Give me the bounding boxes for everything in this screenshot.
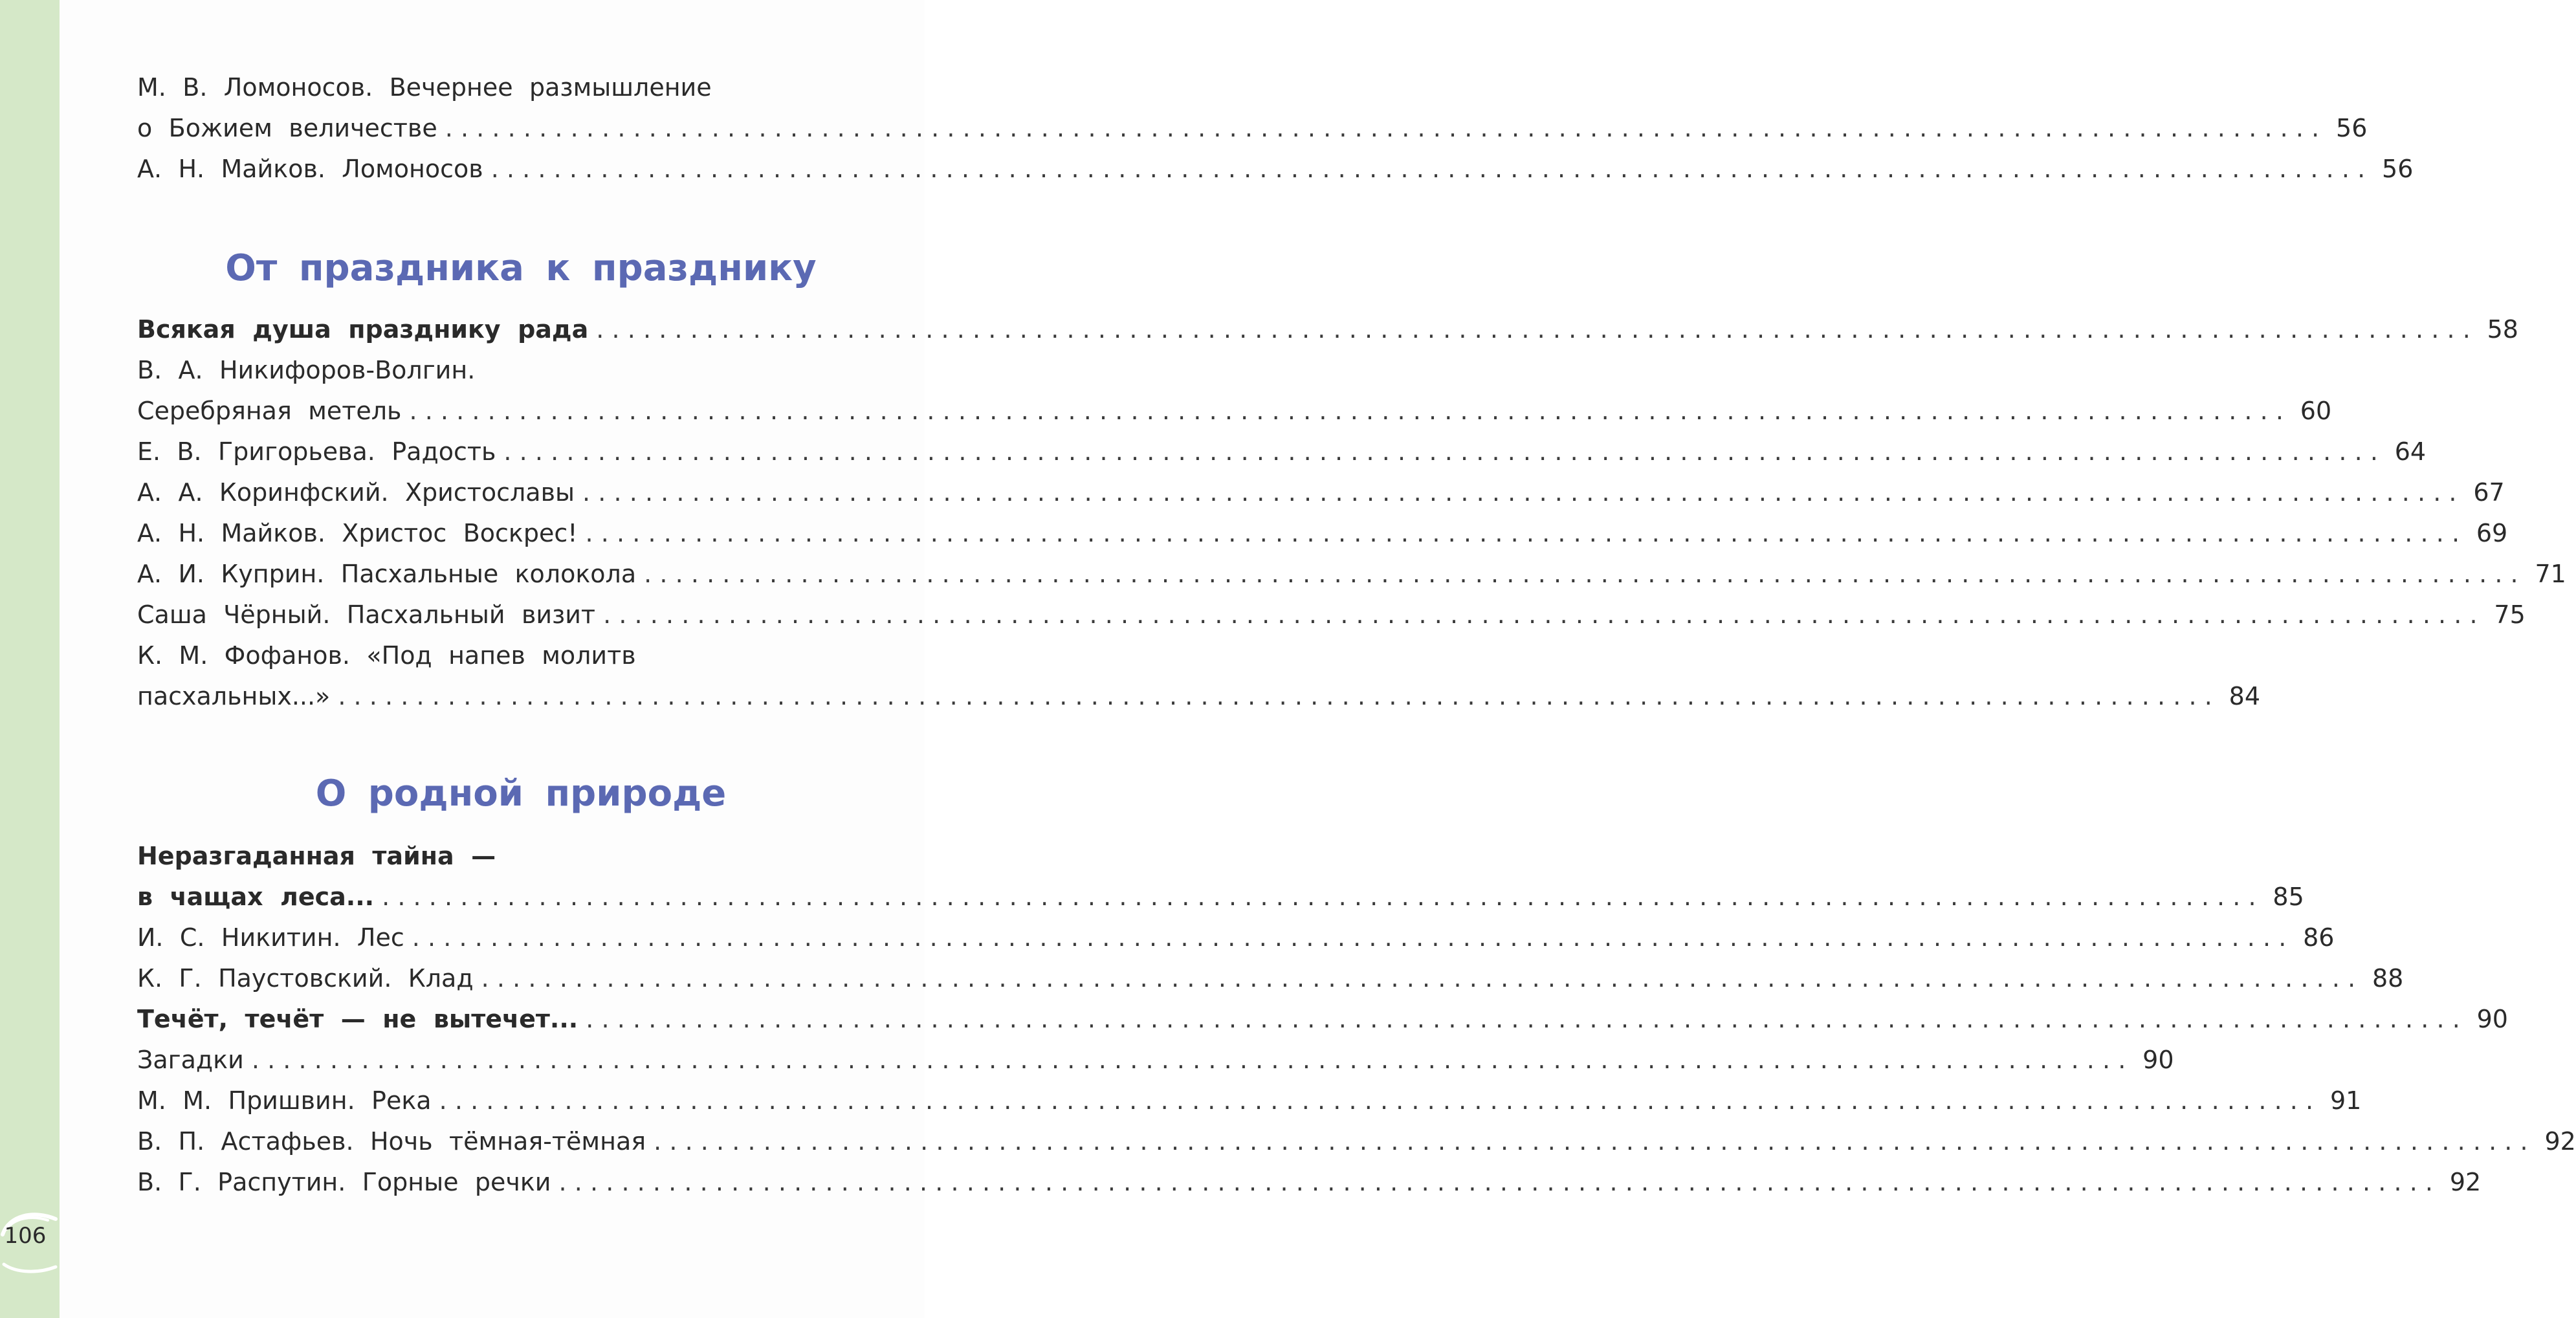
toc-entry-text: в чащах леса... [137, 883, 375, 911]
toc-entry [137, 635, 905, 676]
dot-leader: ........................................................................................................................ [412, 923, 2295, 952]
toc-entry-text: К. Г. Паустовский. Клад [137, 964, 474, 993]
dot-leader: ........................................................................................................................ [382, 883, 2264, 911]
toc-entry-page: 75 [2494, 600, 2526, 629]
toc-entry [137, 513, 2508, 554]
toc-entry-text: Течёт, течёт — не вытечет... [137, 1005, 578, 1033]
toc-entry-text: Е. В. Григорьева. Радость [137, 437, 496, 466]
toc-entry-text: И. С. Никитин. Лес [137, 923, 404, 952]
dot-leader: ........................................................................................................................ [558, 1168, 2441, 1196]
toc-entry-page: 91 [2329, 1086, 2362, 1115]
toc-entry [137, 1040, 2174, 1081]
toc-entry [137, 108, 2368, 149]
toc-entry [137, 917, 2335, 958]
toc-entry-page: 90 [2142, 1046, 2174, 1074]
toc-entry [137, 676, 2261, 717]
toc-entry-page: 86 [2303, 923, 2335, 952]
toc-entry [137, 149, 2414, 190]
toc-entry-page: 85 [2273, 883, 2304, 911]
toc-entry-text: М. М. Пришвин. Река [137, 1086, 432, 1115]
toc-entry-page: 56 [2382, 155, 2414, 183]
toc-entry [137, 1081, 2362, 1121]
toc-entry-page: 84 [2229, 682, 2261, 710]
toc-entry-text: А. А. Коринфский. Христославы [137, 478, 575, 507]
toc-entry [137, 1162, 2482, 1203]
toc-entry-text: Загадки [137, 1046, 244, 1074]
toc-entry-text: Всякая душа празднику рада [137, 315, 589, 344]
toc-entry [137, 67, 905, 108]
toc-entry [137, 309, 2518, 350]
dot-leader: ........................................................................................................................ [585, 519, 2468, 547]
dot-leader: ........................................................................................................................ [586, 1005, 2468, 1033]
toc-entry-page: 90 [2476, 1005, 2508, 1033]
toc-entry-text: А. Н. Майков. Христос Воскрес! [137, 519, 578, 547]
dot-leader: ........................................................................................................................ [654, 1127, 2536, 1156]
toc-entry [137, 432, 2427, 472]
dot-leader: ........................................................................................................................ [409, 397, 2292, 425]
dot-leader: ........................................................................................................................ [644, 560, 2526, 588]
toc-entry [137, 999, 2508, 1040]
page-number-badge [0, 1197, 60, 1275]
dot-leader: ........................................................................................................................ [582, 478, 2465, 507]
dot-leader: ........................................................................................................................ [596, 315, 2478, 344]
dot-leader: ........................................................................................................................ [251, 1046, 2134, 1074]
toc-entry-text: В. А. Никифоров-Волгин. [137, 356, 476, 384]
toc-entry-page: 88 [2372, 964, 2404, 993]
toc-entry-text: Саша Чёрный. Пасхальный визит [137, 600, 596, 629]
margin-stripe [0, 0, 60, 1318]
toc-entry-page: 69 [2476, 519, 2508, 547]
toc-entry [137, 958, 2404, 999]
toc-entry-text: А. И. Куприн. Пасхальные колокола [137, 560, 637, 588]
toc-entry-page: 92 [2449, 1168, 2482, 1196]
toc-entry [137, 877, 2304, 917]
toc-entry-text: Серебряная метель [137, 397, 402, 425]
toc-entry-page: 60 [2300, 397, 2332, 425]
toc-entry [137, 554, 2566, 595]
toc-entry [137, 1121, 2576, 1162]
toc-entry [137, 391, 2332, 432]
toc-entry [137, 836, 905, 877]
dot-leader: ........................................................................................................................ [445, 114, 2328, 142]
toc-entry [137, 350, 905, 391]
toc-entry-page: 67 [2473, 478, 2505, 507]
dot-leader: ........................................................................................................................ [490, 155, 2373, 183]
toc-entry-text: К. М. Фофанов. «Под напев молитв [137, 641, 636, 670]
toc-entry-page: 64 [2394, 437, 2427, 466]
toc-entry-text: В. П. Астафьев. Ночь тёмная-тёмная [137, 1127, 646, 1156]
section-title: О родной природе [315, 773, 727, 815]
toc-entry-page: 92 [2544, 1127, 2576, 1156]
toc-entry-text: В. Г. Распутин. Горные речки [137, 1168, 551, 1196]
toc-entry-page: 56 [2336, 114, 2368, 142]
toc-entry [137, 472, 2505, 513]
toc-entry [137, 595, 2526, 635]
page-number: 106 [4, 1223, 47, 1249]
toc-entry-text: А. Н. Майков. Ломоносов [137, 155, 483, 183]
toc-entry-text: М. В. Ломоносов. Вечернее размышление [137, 73, 712, 102]
toc-entry-page: 71 [2535, 560, 2566, 588]
toc-entry-text: Неразгаданная тайна — [137, 842, 496, 870]
dot-leader: ........................................................................................................................ [481, 964, 2364, 993]
dot-leader: ........................................................................................................................ [439, 1086, 2322, 1115]
dot-leader: ........................................................................................................................ [603, 600, 2485, 629]
section-title: От праздника к празднику [225, 247, 817, 289]
toc-entry-text: о Божием величестве [137, 114, 437, 142]
toc-entry-page: 58 [2487, 315, 2518, 344]
toc-entry-text: пасхальных...» [137, 682, 331, 710]
dot-leader: ........................................................................................................................ [503, 437, 2386, 466]
dot-leader: ........................................................................................................................ [338, 682, 2221, 710]
